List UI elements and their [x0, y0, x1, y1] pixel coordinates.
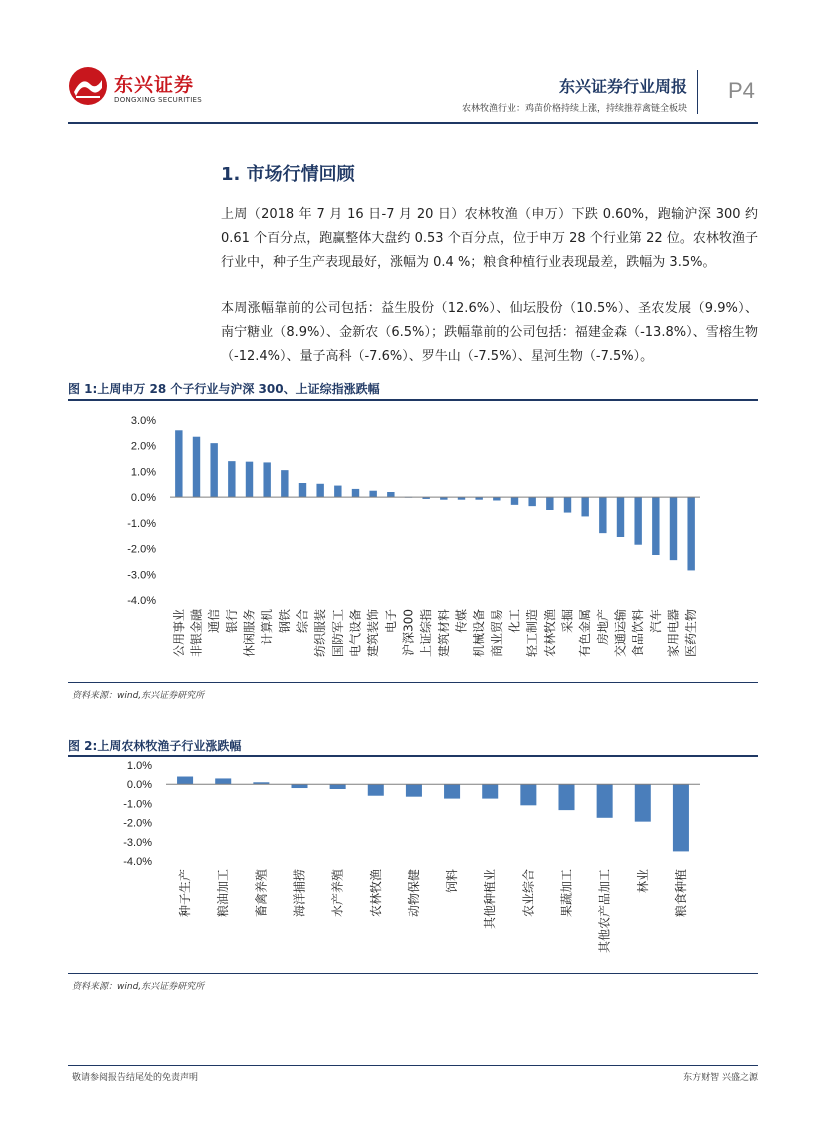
- figure-2-title: 图 2:上周农林牧渔子行业涨跌幅: [68, 739, 242, 753]
- category-label: 计算机: [260, 609, 275, 646]
- category-label: 传媒: [454, 609, 469, 634]
- bar: [520, 784, 536, 805]
- y-tick-label: 1.0%: [130, 466, 156, 479]
- section-title: 1. 市场行情回顾: [221, 164, 355, 185]
- y-tick-label: -3.0%: [127, 569, 156, 582]
- figure-1-source: 资料来源：wind,东兴证券研究所: [72, 691, 205, 701]
- category-label: 沪深300: [401, 609, 416, 656]
- category-label: 有色金属: [578, 609, 593, 658]
- y-tick-label: 1.0%: [126, 760, 152, 772]
- category-label: 非银金融: [189, 609, 204, 658]
- bar: [299, 483, 306, 497]
- category-label: 电子: [383, 609, 398, 634]
- paragraph-market-review: 上周（2018 年 7 月 16 日-7 月 20 日）农林牧渔（申万）下跌 0.60%，跑输沪深 300 约 0.61 个百分点，跑赢整体大盘约 0.53 个百分点，位于申万 28 个行业第 22 位。农林牧渔子行业中，种子生产表现最好，涨幅为 0.4 %；粮食种植行业表现最差，跌幅为 3.5%。: [221, 207, 758, 270]
- bar: [528, 497, 535, 506]
- category-label: 农林牧渔: [368, 869, 383, 918]
- y-tick-label: 0.0%: [126, 779, 152, 792]
- bar: [177, 777, 193, 785]
- category-label: 其他种植业: [483, 869, 498, 930]
- bar: [673, 784, 689, 851]
- category-label: 建筑装饰: [366, 609, 381, 658]
- bar: [546, 497, 553, 510]
- category-label: 汽车: [648, 609, 663, 634]
- bar: [369, 491, 376, 497]
- y-tick-label: 0.0%: [130, 492, 156, 505]
- bar: [581, 497, 588, 516]
- category-label: 医药生物: [684, 609, 699, 658]
- bar: [599, 497, 606, 533]
- bar: [210, 443, 217, 497]
- category-label: 饲料: [445, 869, 460, 894]
- figure-1-title: 图 1:上周申万 28 个子行业与沪深 300、上证综指涨跌幅: [68, 382, 380, 396]
- figure-2-source-rule: [68, 973, 758, 974]
- bar: [330, 784, 346, 789]
- bar: [291, 784, 307, 788]
- category-label: 休闲服务: [242, 609, 257, 658]
- category-label: 纺织服装: [313, 609, 328, 658]
- bar: [511, 497, 518, 505]
- footer-disclaimer: 敬请参阅报告结尾处的免责声明: [72, 1073, 199, 1083]
- bar: [175, 430, 182, 497]
- category-label: 林业: [635, 869, 650, 894]
- report-subtitle: 农林牧渔行业：鸡苗价格持续上涨，持续推荐禽链全板块: [461, 104, 687, 114]
- figure-2-source: 资料来源：wind,东兴证券研究所: [72, 982, 205, 992]
- bar: [444, 784, 460, 798]
- y-tick-label: -4.0%: [123, 856, 152, 868]
- paragraph-top-movers: 本周涨幅靠前的公司包括：益生股份（12.6%）、仙坛股份（10.5%）、圣农发展（9.9%）、南宁糖业（8.9%）、金新农（6.5%）；跌幅靠前的公司包括：福建金森（-13.8%）、雪榕生物（-12.4%）、量子高科（-7.6%）、罗牛山（-7.5%）、星河生物（-7.5%）。: [221, 301, 758, 364]
- category-label: 粮油加工: [216, 869, 231, 918]
- category-label: 机械设备: [472, 609, 487, 658]
- y-tick-label: -1.0%: [127, 517, 156, 530]
- bar: [193, 437, 200, 497]
- bar: [316, 484, 323, 497]
- footer-slogan: 东方财智 兴盛之源: [683, 1073, 758, 1083]
- y-tick-label: -1.0%: [123, 798, 152, 811]
- category-label: 交通运输: [613, 609, 628, 658]
- category-label: 国防军工: [330, 609, 345, 658]
- figure-1-source-rule: [68, 682, 758, 683]
- bar: [493, 497, 500, 500]
- category-label: 公用事业: [171, 609, 186, 658]
- category-label: 农业综合: [521, 869, 536, 918]
- category-label: 商业贸易: [489, 609, 504, 658]
- bar: [652, 497, 659, 555]
- category-label: 轻工制造: [525, 609, 540, 658]
- bar: [215, 778, 231, 784]
- logo-subtext: DONGXING SECURITIES: [114, 96, 203, 104]
- dongxing-logo-icon: [68, 66, 108, 106]
- category-label: 果蔬加工: [559, 869, 574, 918]
- bar: [687, 497, 694, 570]
- bar: [281, 470, 288, 497]
- category-label: 其他农产品加工: [597, 869, 612, 954]
- category-label: 采掘: [560, 609, 575, 634]
- bar: [263, 462, 270, 497]
- page-number: P4: [728, 78, 755, 103]
- y-tick-label: -4.0%: [127, 595, 156, 607]
- y-tick-label: -3.0%: [123, 836, 152, 849]
- bar: [352, 489, 359, 497]
- category-label: 家用电器: [666, 609, 681, 658]
- category-label: 水产养殖: [330, 869, 345, 918]
- category-label: 钢铁: [277, 609, 292, 634]
- bar: [564, 497, 571, 512]
- category-label: 银行: [224, 609, 239, 634]
- category-label: 粮食种植: [673, 869, 688, 918]
- category-label: 上证综指: [419, 609, 434, 658]
- bar: [334, 486, 341, 498]
- bar: [597, 784, 613, 818]
- sector-returns-chart: [0, 400, 827, 685]
- y-tick-label: -2.0%: [127, 543, 156, 556]
- category-label: 化工: [507, 609, 522, 634]
- bar: [368, 784, 384, 796]
- logo-text: 东兴证券: [114, 74, 195, 96]
- bar: [634, 497, 641, 545]
- category-label: 通信: [207, 609, 222, 634]
- y-tick-label: 2.0%: [130, 440, 156, 453]
- y-tick-label: 3.0%: [130, 415, 156, 427]
- category-label: 电气设备: [348, 609, 363, 658]
- agri-subsector-returns-chart: [0, 756, 827, 972]
- category-label: 动物保健: [406, 869, 421, 918]
- category-label: 建筑材料: [436, 609, 451, 658]
- header-divider: [697, 70, 698, 114]
- bar: [670, 497, 677, 560]
- category-label: 畜禽养殖: [254, 869, 269, 918]
- category-label: 海洋捕捞: [292, 869, 307, 918]
- category-label: 食品饮料: [631, 609, 646, 658]
- bar: [387, 492, 394, 497]
- bar: [558, 784, 574, 810]
- bar: [228, 461, 235, 497]
- bar: [482, 784, 498, 798]
- category-label: 农林牧渔: [542, 609, 557, 658]
- bar: [246, 462, 253, 497]
- category-label: 综合: [295, 609, 310, 634]
- category-label: 种子生产: [178, 869, 193, 918]
- category-label: 房地产: [595, 609, 610, 646]
- y-tick-label: -2.0%: [123, 817, 152, 830]
- header-rule: [68, 122, 758, 124]
- bar: [617, 497, 624, 537]
- bar: [406, 784, 422, 796]
- footer-rule: [68, 1065, 758, 1066]
- report-name: 东兴证券行业周报: [558, 77, 687, 96]
- bar: [635, 784, 651, 821]
